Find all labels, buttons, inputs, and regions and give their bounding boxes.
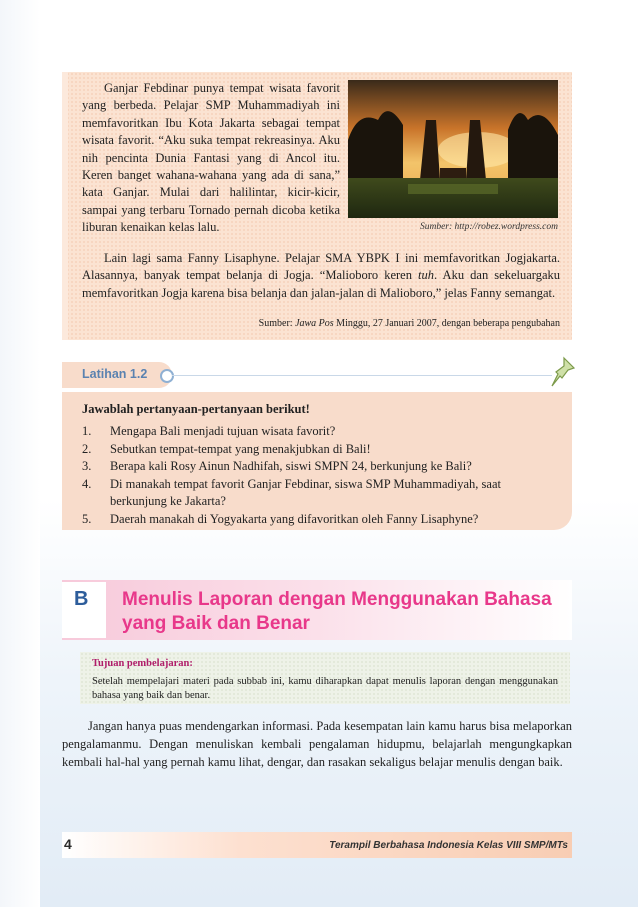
pushpin-icon (548, 356, 578, 395)
question-number: 2. (82, 441, 92, 456)
source-label: Sumber: (258, 318, 296, 329)
reading-paragraph-1: Ganjar Febdinar punya tempat wisata favorit yang berbeda. Pelajar SMP Muhammadiyah ini memfavoritkan Ibu Kota Jakarta sebagai tempat wisata favorit. “Aku suka tempat rekreasinya. Aku nih pencinta Dunia Fantasi yang di Ancol itu. Keren banget wahana-wahana yang ada di sana,” kata Ganjar. Mulai dari halilintar, kicir-kicir, sampai yang terbaru Tornado pernah dicoba ketika liburan kenaikan kelas lalu. (82, 81, 340, 235)
page-number: 4 (64, 836, 72, 852)
photo-bali-gate (348, 80, 558, 218)
list-item (82, 511, 560, 529)
reading-box-stripe (62, 72, 68, 340)
paragraph-2-before: Lain lagi sama Fanny Lisaphyne. Pelajar SMA YBPK I ini memfavoritkan Jogjakarta. Alasannya, banyak tempat belanja di Jogja. “Malioboro keren (82, 251, 560, 283)
question-number: 1. (82, 424, 92, 438)
reading-paragraph-2 (82, 250, 560, 302)
list-item (82, 423, 560, 441)
paragraph-2-italic: tuh (418, 268, 435, 283)
exercise-label: Latihan 1.2 (82, 367, 148, 381)
photo-caption-url: http://robez.wordpress.com (454, 222, 558, 232)
paragraph-2-after: . Aku dan sekeluargaku memfavoritkan Jogja karena bisa belanja dan jalan-jalan di Malioboro,” jelas Fanny semangat. (82, 268, 560, 300)
question-number: 4. (82, 476, 92, 491)
footer-book-title: Terampil Berbahasa Indonesia Kelas VIII SMP/MTs (329, 840, 568, 851)
question-text: Daerah manakah di Yogyakarta yang difavoritkan oleh Fanny Lisaphyne? (110, 511, 479, 526)
exercise-instruction: Jawablah pertanyaan-pertanyaan berikut! (82, 402, 310, 416)
exercise-question-list (82, 423, 560, 529)
list-item (82, 441, 560, 459)
section-body-paragraph: Jangan hanya puas mendengarkan informasi. Pada kesempatan lain kamu harus bisa melaporkan pengalamanmu. Dengan menuliskan kembali pengalaman hidupmu, belajarlah mengungkapkan kembali hal-hal yang pernah kamu lihat, dengar, dan rasakan sekaligus belajar menulis dengan baik. (62, 719, 572, 769)
learning-goal-text: Setelah mempelajari materi pada subbab ini, kamu diharapkan dapat menulis laporan dengan menggunakan bahasa yang baik dan benar. (92, 676, 558, 701)
section-title: Menulis Laporan dengan Menggunakan Bahasa yang Baik dan Benar (122, 589, 552, 634)
photo-bali-gate-image (348, 80, 558, 218)
exercise-divider (172, 375, 552, 376)
list-item (82, 458, 560, 476)
source-publication: Jawa Pos (295, 318, 334, 329)
question-text: Sebutkan tempat-tempat yang menakjubkan di Bali! (110, 441, 371, 456)
learning-goal-title: Tujuan pembelajaran: (92, 658, 193, 669)
reading-source (82, 318, 560, 329)
question-text: Berapa kali Rosy Ainun Nadhifah, siswi SMPN 24, berkunjung ke Bali? (110, 459, 472, 474)
question-text: Di manakah tempat favorit Ganjar Febdinar, siswa SMP Muhammadiyah, saat berkunjung ke Jakarta? (110, 476, 501, 509)
photo-caption-label: Sumber: (419, 222, 453, 232)
question-text: Mengapa Bali menjadi tujuan wisata favorit? (110, 424, 336, 438)
exercise-dot-icon (160, 369, 174, 383)
list-item (82, 476, 560, 511)
source-rest: Minggu, 27 Januari 2007, dengan beberapa pengubahan (333, 318, 560, 329)
question-number: 5. (82, 511, 92, 526)
section-letter: B (74, 588, 89, 610)
left-margin-strip (0, 0, 40, 907)
photo-caption (348, 222, 558, 232)
question-number: 3. (82, 459, 92, 474)
